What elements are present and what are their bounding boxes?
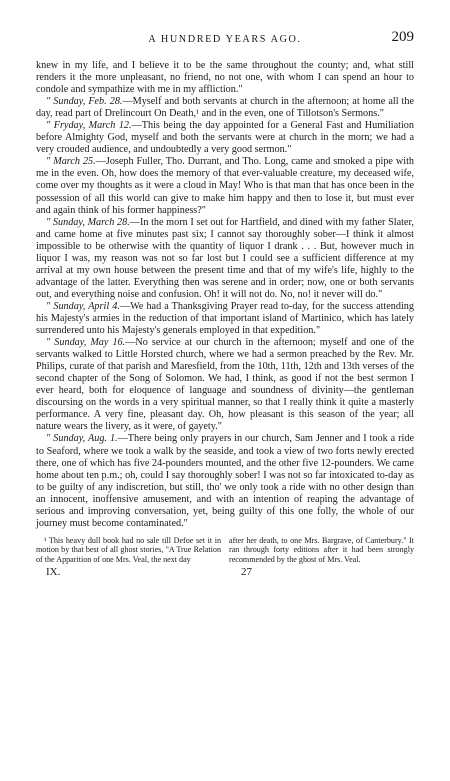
entry-text: —In the morn I set out for Hartfield, and dined with my father Slater, and came home at five minutes past six; I cannot say thoroughly sober—I think it almost impossible to be otherwise with the quantity of liquor I drank . . . But, however much in liquor I was, my reason was not so far lost but I could see a sufficient difference at my arrival at my own house between the present time and that of my wife's life, highly to the advantage of the latter. Everything then was serene and in order; now, one or both servants out, and everything noise and confusion. Oh! it will not do. No, no! it never will do." bbox=[36, 216, 414, 300]
entry-text: knew in my life, and I believe it to be the same throughout the county; and, what still renders it the more unpleasant, no friend, no not one, with whom I can spend an hour to condole and sympathize with me in my affliction." bbox=[36, 60, 414, 96]
footnote-text-left: ¹ This heavy dull book had no sale till Defoe set it in motion by that best of all ghost stories, "A True Relation of the Apparition of one Mrs. Veal, the next day bbox=[36, 535, 221, 564]
body-text bbox=[36, 60, 414, 530]
entry-date: " Sunday, Aug. 1. bbox=[46, 433, 118, 445]
entry-text: —Myself and both servants at church in the afternoon; at home all the day, read part of Drelincourt On Death,¹ and in the even, one of Tillotson's Sermons." bbox=[36, 96, 415, 120]
page-footer bbox=[36, 566, 414, 582]
entry-text: —This being the day appointed for a General Fast and Humiliation before Almighty God, myself and both the servants were at church in the morn; we had a very crouded audience, and undoubtedly a very good sermon." bbox=[36, 120, 414, 156]
paragraph bbox=[36, 433, 414, 529]
entry-date: " Fryday, March 12. bbox=[46, 120, 132, 132]
paragraph bbox=[36, 60, 414, 96]
footnote-left-column bbox=[36, 536, 221, 565]
folio-number: 27 bbox=[241, 566, 252, 579]
entry-text: —No service at our church in the afternoon; myself and one of the servants walked to Little Horsted church, where we had a sermon preached by the Rev. Mr. Philips, curate of that parish and Maresfield, from the 10th, 11th, 12th and 13th verses of the second chapter of the Song of Solomon. We had, I think, as good if not the best sermon I ever heard, both for eloquence of language and soundness of divinity—the gentleman discoursing on the words in a very spiritual manner, so that I really think it quite a masterly performance. A very fine, pleasant day. Oh, how pleasant is this season of the year; all nature wears the livery, as it were, of gayety." bbox=[36, 337, 414, 433]
paragraph bbox=[36, 217, 414, 301]
entry-date: " Sunday, March 28. bbox=[46, 216, 130, 228]
entry-date: " March 25. bbox=[46, 156, 96, 168]
entry-text: —We had a Thanksgiving Prayer read to-day, for the success attending his Majesty's armies in the reduction of that important island of Martinico, which has lately surrendered unto his Majesty's generals employed in that expedition." bbox=[36, 300, 414, 337]
paragraph bbox=[36, 120, 414, 156]
entry-date: " Sunday, April 4. bbox=[46, 300, 120, 312]
entry-text: —Joseph Fuller, Tho. Durrant, and Tho. Long, came and smoked a pipe with me in the even. Oh, how does the memory of that ever-valuable creature, my deceased wife, come over my thoughts as it were a cloud in May! Who is that man that has once been in the possession of all this world can give to make him happy and then to lose it, but must ever and again think of his former happiness?" bbox=[36, 156, 414, 216]
signature-mark: IX. bbox=[46, 566, 61, 579]
running-title: A HUNDRED YEARS AGO. bbox=[148, 34, 302, 45]
footnote-text-right: after her death, to one Mrs. Bargrave, of Canterbury." It ran through forty editions after it had been strongly recommended by the ghost of Mrs. Veal. bbox=[229, 535, 414, 564]
footnote-right-column bbox=[229, 536, 414, 565]
paragraph bbox=[36, 301, 414, 337]
paragraph bbox=[36, 337, 414, 433]
entry-text: —There being only prayers in our church, Sam Jenner and I took a ride to Seaford, where we took a walk by the seaside, and took a view of two forts newly erected there, one of which has five 24-pounders mounted, and the other five 12-pounders. We came home about ten p.m.; oh, could I say thoroughly sober! I was not so far intoxicated to-day as to be guilty of any indiscretion, but still, tho' we only took a ride with no other design than an innocent, inoffensive amusement, and with an intention of reaping the advantage of serious and improving conversation, yet, being guilty of this one folly, the whole of our journey must become contaminated." bbox=[36, 433, 414, 529]
page-number: 209 bbox=[391, 29, 414, 45]
footnotes bbox=[36, 536, 414, 565]
paragraph bbox=[36, 96, 414, 120]
page-header bbox=[36, 28, 414, 48]
paragraph bbox=[36, 156, 414, 216]
entry-date: " Sunday, Feb. 28. bbox=[46, 96, 123, 108]
entry-date: " Sunday, May 16. bbox=[46, 337, 126, 349]
